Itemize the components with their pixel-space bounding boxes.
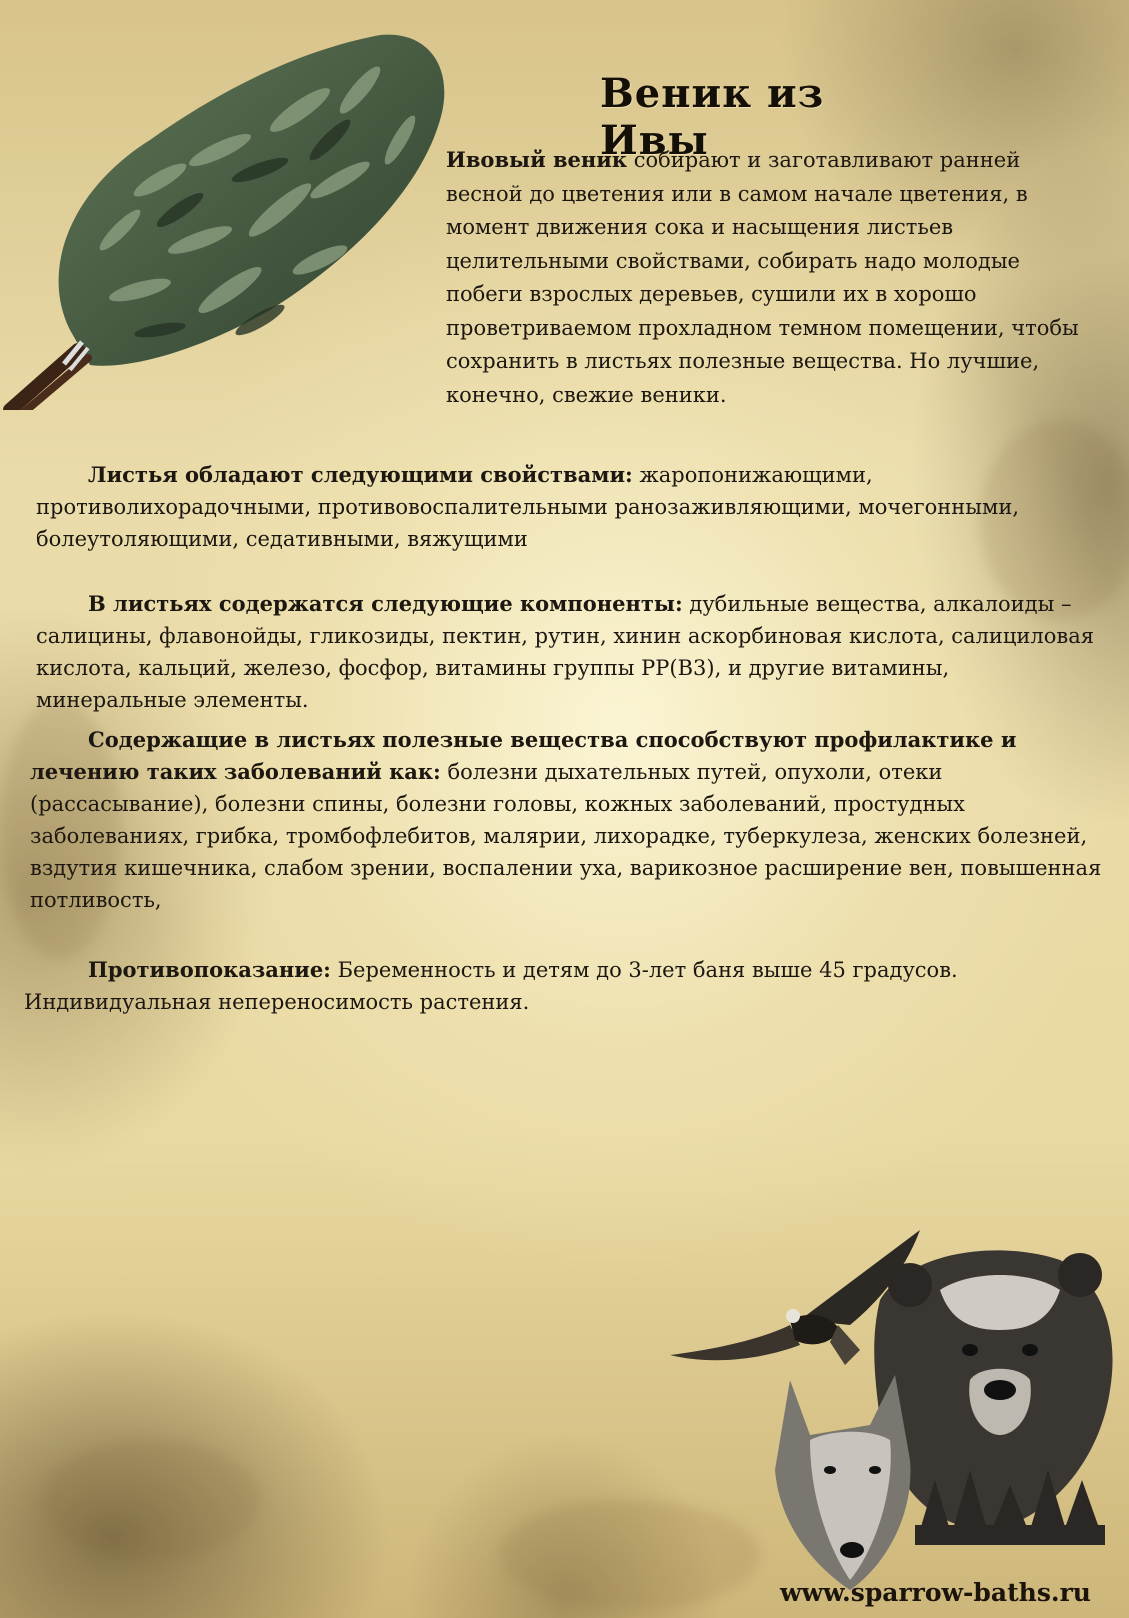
components-text: дубильные вещества, алкалоиды – салицины, флавонойды, гликозиды, пектин, рутин, хинин аскорбиновая кислота, салициловая кислота, кальций, железо, фосфор, витамины группы РР(В3), и другие витамины, минеральные элементы. [36,592,1094,712]
contraindication-paragraph [24,954,1084,1018]
intro-paragraph [446,143,1086,412]
components-lead: В листьях содержатся следующие компоненты: [88,591,683,616]
bear-icon [874,1250,1112,1530]
intro-lead: Ивовый веник [446,147,628,172]
properties-paragraph [36,459,1096,555]
prevention-lead: Содержащие в листьях полезные вещества способствуют профилактике и лечению таких заболеваний как: [30,727,1017,784]
properties-lead: Листья обладают следующими свойствами: [88,462,633,487]
components-paragraph [36,588,1096,716]
website-url: www.sparrow-baths.ru [780,1578,1091,1607]
stain [40,1440,260,1560]
broom-image [0,30,460,410]
animals-image [670,1230,1125,1600]
prevention-text: болезни дыхательных путей, опухоли, отеки (рассасывание), болезни спины, болезни головы, кожных заболеваний, простудных заболеваниях, грибка, тромбофлебитов, малярии, лихорадке, туберкулеза, женских болезней, вздутия кишечника, слабом зрении, воспалении уха, варикозное расширение вен, повышенная потливость, [30,760,1102,912]
prevention-paragraph [30,724,1110,916]
contraindication-text: Беременность и детям до 3-лет баня выше 45 градусов. Индивидуальная непереносимость растения. [24,958,958,1014]
intro-text: собирают и заготавливают ранней весной до цветения или в самом начале цветения, в момент движения сока и насыщения листьев целительными свойствами, собирать надо молодые побеги взрослых деревьев, сушили их в хорошо проветриваемом прохладном темном помещении, чтобы сохранить в листьях полезные вещества. Но лучшие, конечно, свежие веники. [446,148,1079,407]
wolf-icon [775,1375,910,1590]
contraindication-lead: Противопоказание: [88,957,331,982]
page-title: Веник из Ивы [600,70,825,164]
properties-text: жаропонижающими, противолихорадочными, противовоспалительными ранозаживляющими, мочегонными, болеутоляющими, седативными, вяжущими [36,463,1020,551]
